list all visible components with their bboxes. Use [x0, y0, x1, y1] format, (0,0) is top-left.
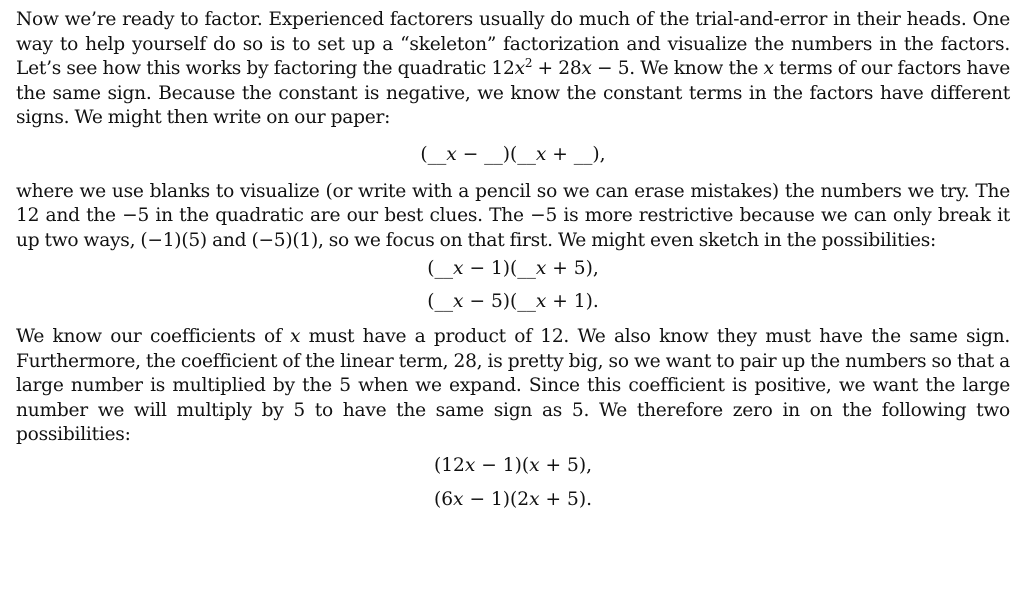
equation-part: − 1)(	[475, 454, 530, 476]
variable-x: x	[290, 326, 301, 347]
variable-x: x	[535, 291, 547, 312]
variable-x: x	[453, 488, 464, 510]
equation-part: − 1)(__	[463, 258, 536, 279]
equation-part: − 5)(__	[463, 291, 536, 312]
equation-part: (__	[420, 143, 447, 165]
equation-part: − __)(__	[456, 143, 536, 165]
variable-x: x	[581, 58, 592, 79]
equation-possibility-2	[16, 290, 1010, 314]
variable-x: x	[529, 488, 540, 510]
equation-part: (12	[433, 454, 465, 476]
paragraph-intro-text-1: Now we’re ready to factor. Experienced factorers usually do much of the trial-and-error in their heads. One way to help yourself do so is to set up a “skeleton” factorization and visualize the numbers in the factors. Let’s see how this works by factoring the quadratic 12	[16, 9, 1010, 79]
variable-x: x	[763, 58, 774, 79]
variable-x: x	[453, 258, 464, 279]
paragraph-coefficients-text-2: must have a product of 12. We also know they must have the same sign. Furthermore, the coefficient of the linear term, 28, is pretty big, so we want to pair up the numbers so that a large number is multiplied by the 5 when we expand. Since this coefficient is positive, we want the large number we will multiply by 5 to have the same sign as 5. We therefore zero in on the following two possibilities:	[16, 326, 1010, 445]
paragraph-intro	[16, 8, 1010, 131]
paragraph-coefficients-text-1: We know our coefficients of	[16, 326, 290, 347]
paragraph-intro-text-3: − 5. We know the	[591, 58, 764, 79]
variable-x: x	[535, 258, 547, 279]
equation-part: − 1)(2	[463, 488, 530, 510]
equation-candidate-1	[16, 454, 1010, 478]
equation-part: (6	[433, 488, 454, 510]
equation-part: + __),	[546, 143, 606, 165]
paragraph-blanks: where we use blanks to visualize (or write with a pencil so we can erase mistakes) the numbers we try. The 12 and the −5 in the quadratic are our best clues. The −5 is more restrictive because we can only break it up two ways, (−1)(5) and (−5)(1), so we focus on that first. We might even sketch in the possibilities:	[16, 180, 1010, 251]
variable-x: x	[529, 454, 540, 476]
variable-x: x	[446, 143, 457, 165]
equation-part: + 5),	[546, 258, 599, 279]
equation-part: (__	[427, 258, 454, 279]
equation-part: + 5).	[539, 488, 593, 510]
variable-x: x	[453, 291, 464, 312]
exponent: 2	[524, 55, 533, 70]
equation-skeleton	[16, 143, 1010, 167]
equation-candidate-2	[16, 488, 1010, 512]
paragraph-coefficients	[16, 325, 1010, 448]
paragraph-intro-text-4: terms of our factors have the same sign. Because the constant is negative, we know the constant terms in the factors have different signs. We might then write on our paper:	[16, 58, 1011, 128]
paragraph-intro-text-2: + 28	[532, 58, 582, 79]
variable-x: x	[514, 58, 525, 79]
equation-part: + 5),	[539, 454, 593, 476]
equation-part: + 1).	[546, 291, 599, 312]
equation-possibility-1	[16, 257, 1010, 281]
document-page	[16, 8, 1010, 512]
equation-part: (__	[427, 291, 454, 312]
variable-x: x	[535, 143, 547, 165]
variable-x: x	[464, 454, 476, 476]
